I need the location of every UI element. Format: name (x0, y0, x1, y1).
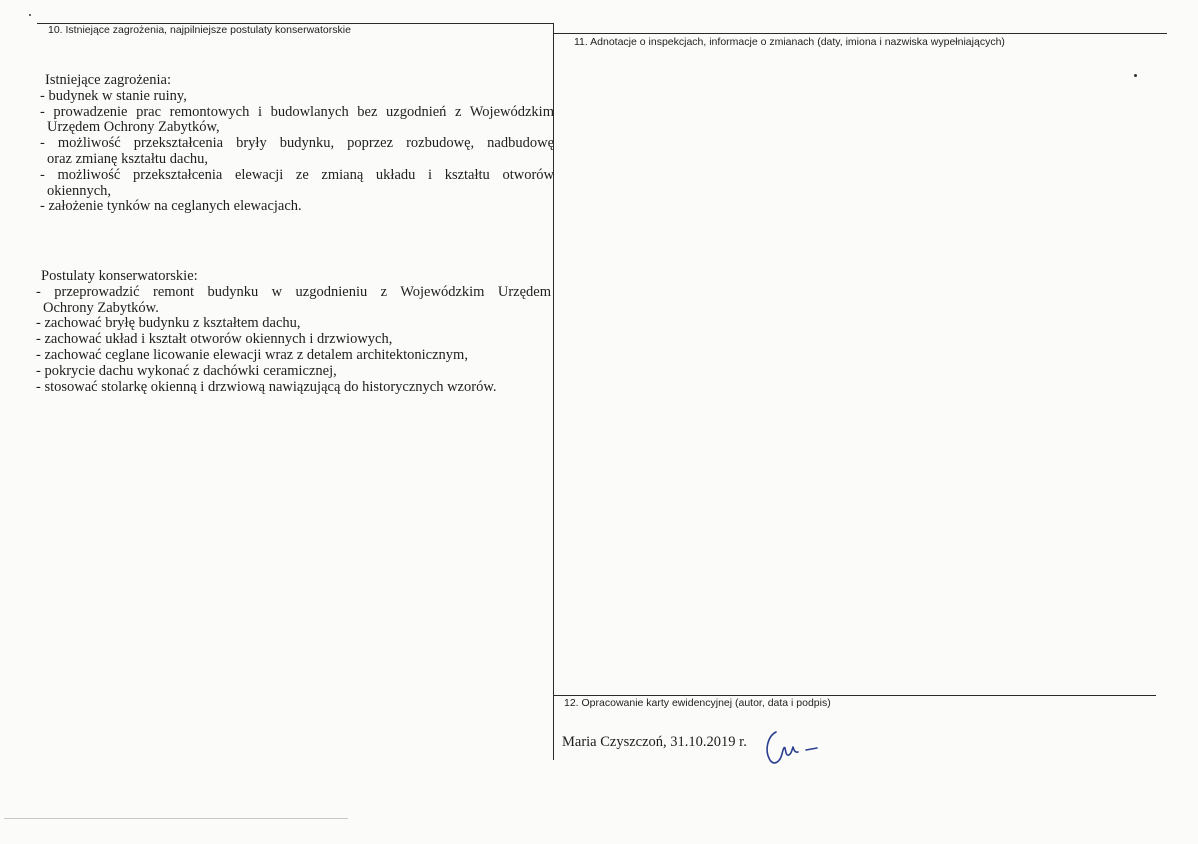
postulate-item: - zachować układ i kształt otworów okiennych i drzwiowych, (36, 331, 393, 348)
faint-bottom-line (4, 818, 348, 819)
threat-item: - prowadzenie prac remontowych i budowlanych bez uzgodnień z Wojewódzkim (40, 103, 554, 120)
postulate-item: - zachować bryłę budynku z kształtem dachu, (36, 315, 301, 332)
section-12-top-border (553, 695, 1156, 696)
handwritten-signature (762, 722, 822, 770)
threat-item: - możliwość przekształcenia bryły budynku, poprzez rozbudowę, nadbudowę (40, 135, 554, 152)
section-10-label: 10. Istniejące zagrożenia, najpilniejsze postulaty konserwatorskie (48, 24, 351, 36)
postulate-item: - zachować ceglane licowanie elewacji wraz z detalem architektonicznym, (36, 346, 468, 363)
threats-block (40, 73, 554, 215)
postulate-item: - pokrycie dachu wykonać z dachówki ceramicznej, (36, 362, 337, 379)
stray-mark (29, 14, 31, 16)
threat-item-continuation: okiennych, (47, 182, 112, 199)
threat-item: - budynek w stanie ruiny, (40, 87, 187, 104)
threats-heading: Istniejące zagrożenia: (45, 72, 171, 88)
author-date-text: Maria Czyszczoń, 31.10.2019 r. (562, 734, 747, 750)
threat-item-continuation: Urzędem Ochrony Zabytków, (47, 119, 220, 136)
scan-speck (1134, 74, 1137, 77)
postulate-item: - przeprowadzić remont budynku w uzgodnieniu z Wojewódzkim Urzędem (36, 283, 551, 300)
section-12-label: 12. Opracowanie karty ewidencyjnej (autor, data i podpis) (564, 697, 831, 709)
threat-item: - możliwość przekształcenia elewacji ze zmianą układu i kształtu otworów (40, 166, 554, 183)
postulate-item: - stosować stolarkę okienną i drzwiową nawiązującą do historycznych wzorów. (36, 378, 497, 395)
threat-item: - założenie tynków na ceglanych elewacjach. (40, 198, 302, 215)
threat-item-continuation: oraz zmianę kształtu dachu, (47, 150, 209, 167)
postulates-heading: Postulaty konserwatorskie: (41, 268, 198, 284)
postulate-item-continuation: Ochrony Zabytków. (43, 299, 159, 316)
section-11-label: 11. Adnotacje o inspekcjach, informacje o zmianach (daty, imiona i nazwiska wypełniających) (574, 36, 1005, 48)
section-11-top-border (553, 33, 1167, 34)
postulates-block (36, 269, 551, 395)
